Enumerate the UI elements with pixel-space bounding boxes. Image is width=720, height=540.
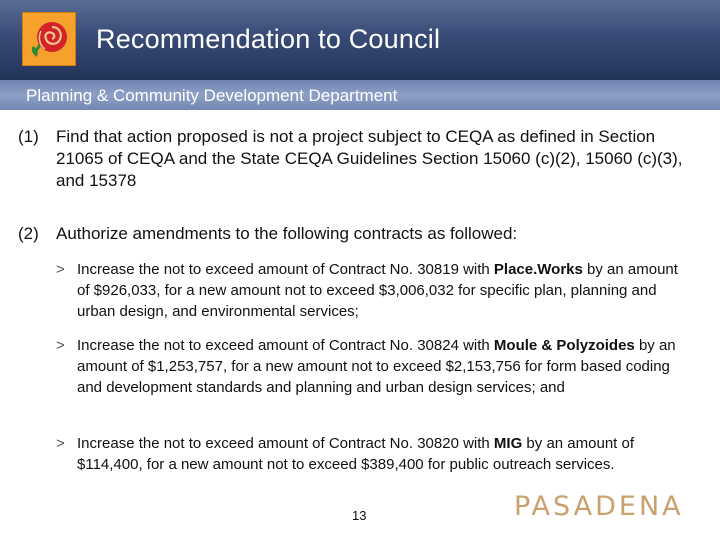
rose-logo-icon: [22, 12, 76, 66]
sub-item-text: Increase the not to exceed amount of Contract No. 30819 with Place.Works by an amount of $926,033, for a new amount not to exceed $3,006,032 for specific plan, planning and urban design, and environmental services;: [77, 261, 678, 320]
contractor-name: Place.Works: [493, 261, 583, 278]
chevron-right-icon: >: [56, 261, 65, 278]
sub-item-text: Increase the not to exceed amount of Contract No. 30820 with MIG by an amount of $114,400, for a new amount not to exceed $389,400 for public outreach services.: [77, 435, 635, 473]
title-bar: [0, 0, 720, 80]
department-bar: [0, 80, 720, 110]
sub-item-text: Increase the not to exceed amount of Contract No. 30824 with Moule & Polyzoides by an amount of $1,253,757, for a new amount not to exceed $2,153,756 for form based coding and development standards and planning and urban design services; and: [77, 337, 676, 396]
pasadena-wordmark: PASADENA: [514, 491, 684, 522]
contractor-name: MIG: [493, 435, 523, 452]
item-number: (2): [18, 224, 39, 243]
chevron-right-icon: >: [56, 337, 65, 354]
contractor-name: Moule & Polyzoides: [493, 337, 635, 354]
item-text: Authorize amendments to the following contracts as followed:: [56, 224, 518, 243]
item-number: (1): [18, 127, 39, 146]
chevron-right-icon: >: [56, 435, 65, 452]
item-text: Find that action proposed is not a project subject to CEQA as defined in Section 21065 of CEQA and the State CEQA Guidelines Section 15060 (c)(2), 15060 (c)(3), and 15378: [56, 127, 683, 190]
page-title: Recommendation to Council: [96, 24, 441, 54]
department-name: Planning & Community Development Department: [26, 86, 398, 105]
page-number: 13: [352, 508, 367, 523]
